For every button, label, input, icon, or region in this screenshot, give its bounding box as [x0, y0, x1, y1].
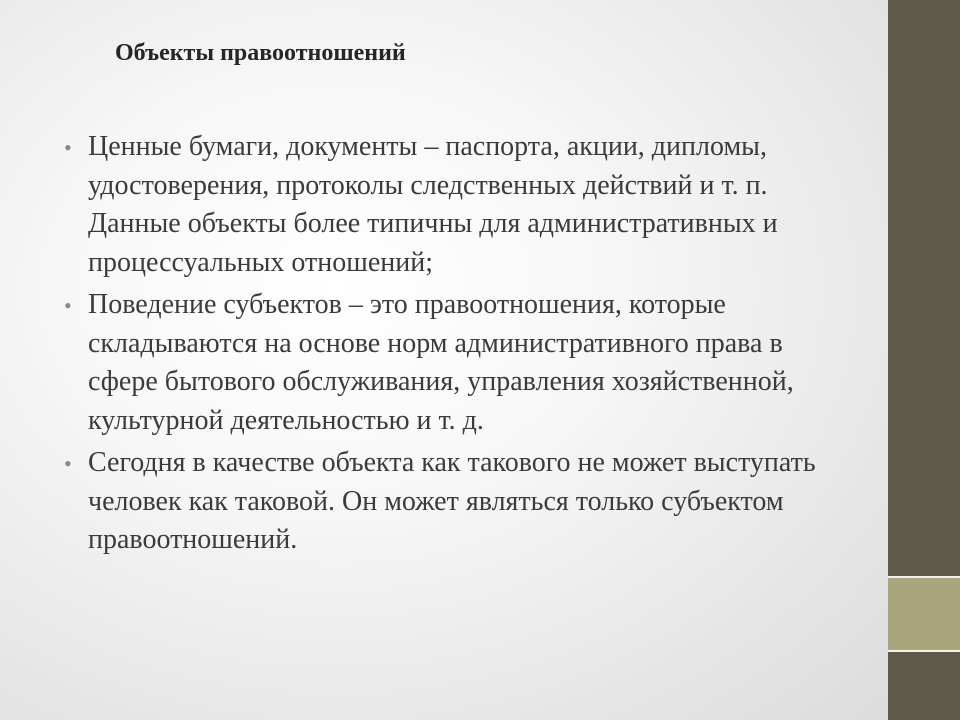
sidebar-divider-bottom: [888, 650, 960, 652]
bullet-dot-icon: •: [64, 135, 72, 160]
bullet-dot-icon: •: [64, 293, 72, 318]
bullet-item: [64, 128, 828, 282]
bullet-text: Сегодня в качестве объекта как такового не может выступать человек как таковой. Он может являться только субъектом правоотношений.: [88, 447, 816, 555]
bullet-text: Поведение субъектов – это правоотношения, которые складываются на основе норм административного права в сфере бытового обслуживания, управления хозяйственной, культурной деятельностью и т. д.: [88, 289, 794, 436]
slide-title: Объекты правоотношений: [115, 40, 406, 66]
bullet-item: [64, 444, 828, 560]
bullet-item: [64, 286, 828, 440]
bullet-text: Ценные бумаги, документы – паспорта, акции, дипломы, удостоверения, протоколы следственных действий и т. п. Данные объекты более типичны для административных и процессуальных отношений;: [88, 131, 778, 278]
sidebar-accent-block: [888, 578, 960, 650]
bullet-list: [64, 128, 828, 564]
bullet-dot-icon: •: [64, 451, 72, 476]
